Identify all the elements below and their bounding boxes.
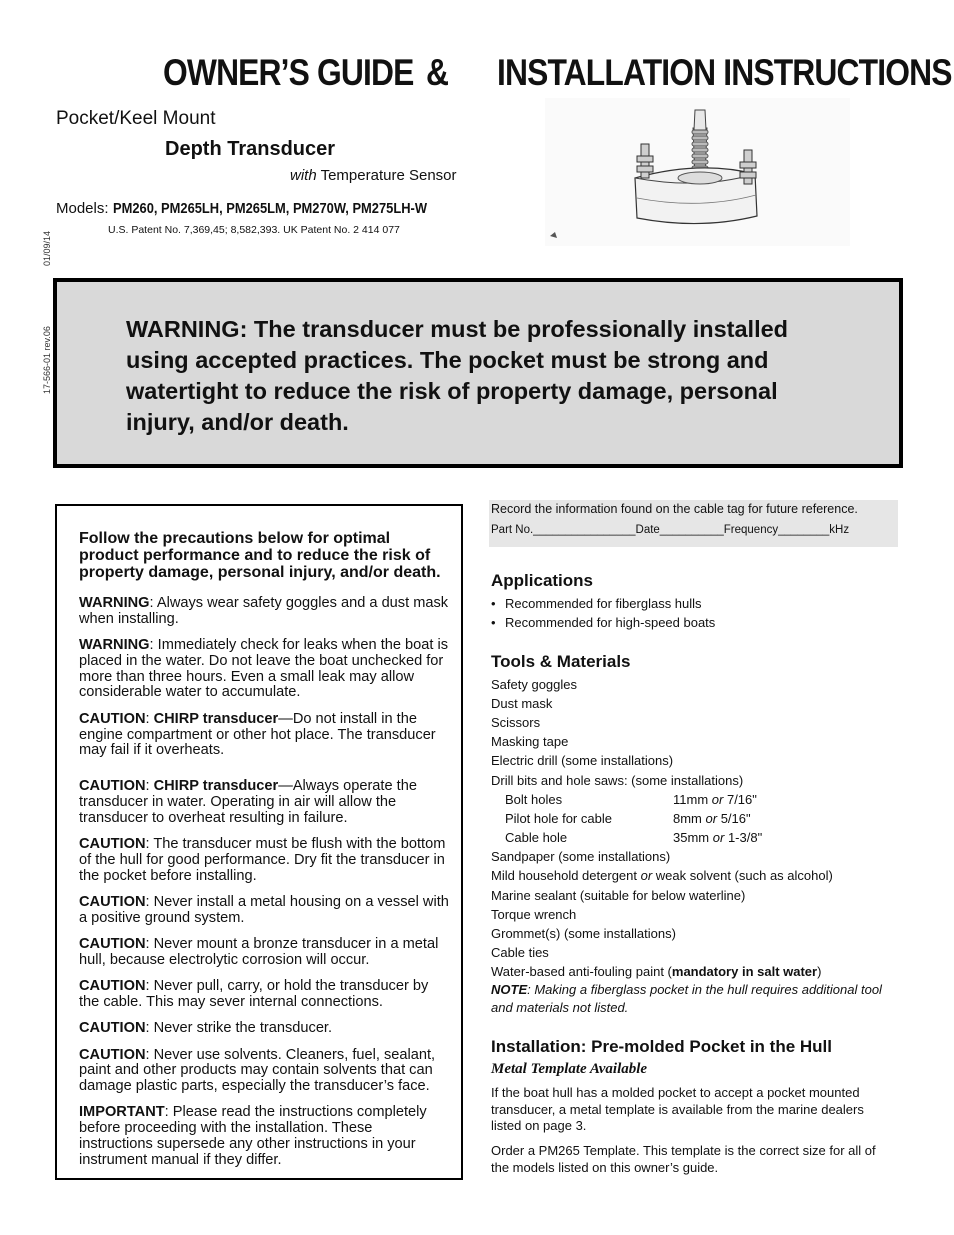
precaution-item: CAUTION: Never strike the transducer.	[79, 1020, 333, 1037]
precautions-list	[79, 596, 449, 1169]
tool-item: Dust mask	[491, 696, 553, 711]
precaution-item: IMPORTANT: Please read the instructions completely before proceeding with the installation. These instructions supersede any other instructions in your instrument manual if they differ.	[79, 1104, 427, 1168]
drill-row-name: Bolt holes	[505, 792, 563, 807]
installation-paragraph: Order a PM265 Template. This template is the correct size for all of the models listed on this owner’s guide.	[491, 1143, 876, 1175]
page-title	[0, 52, 954, 102]
drill-row-name: Cable hole	[505, 830, 568, 845]
tool-item: Marine sealant (suitable for below waterline)	[491, 888, 746, 903]
transducer-illustration	[545, 98, 850, 246]
subtitle-with: with	[290, 167, 317, 184]
side-date: 01/09/14	[42, 230, 52, 266]
precautions-box	[55, 504, 463, 1180]
precaution-item: CAUTION: CHIRP transducer—Always operate the transducer in water. Operating in air will allow the transducer to overheat resulting in failure.	[79, 778, 417, 826]
drill-row-size: 35mm or 1-3/8"	[673, 830, 763, 845]
installation-heading: Installation: Pre-molded Pocket in the Hull	[491, 1037, 832, 1056]
precaution-item: CAUTION: Never use solvents. Cleaners, fuel, sealant, paint and other products may contain solvents that can damage plastic parts, especially the transducer’s face.	[79, 1046, 436, 1095]
tools-heading: Tools & Materials	[491, 652, 631, 671]
subtitle-product: Depth Transducer	[165, 138, 336, 160]
installation-subheading: Metal Template Available	[491, 1061, 648, 1077]
tool-item: Masking tape	[491, 734, 569, 749]
precaution-item: WARNING: Always wear safety goggles and a dust mask when installing.	[79, 595, 449, 627]
precaution-item: CAUTION: CHIRP transducer—Do not install in the engine compartment or other hot place. The transducer may fail if it overheats.	[79, 710, 436, 759]
tool-item: Sandpaper (some installations)	[491, 849, 671, 864]
subtitle-mount: Pocket/Keel Mount	[56, 108, 216, 129]
list-item: • Recommended for fiberglass hulls	[491, 596, 702, 611]
warning-box	[53, 278, 903, 468]
list-item: • Recommended for high-speed boats	[491, 615, 716, 630]
precaution-item: CAUTION: Never install a metal housing on a vessel with a positive ground system.	[79, 893, 449, 926]
tool-item: Mild household detergent or weak solvent (such as alcohol)	[491, 868, 833, 883]
drill-row-size: 11mm or 7/16"	[673, 792, 757, 807]
models-line	[56, 200, 478, 217]
tool-item: Safety goggles	[491, 677, 578, 692]
applications-heading: Applications	[491, 571, 594, 590]
models-list: PM260, PM265LH, PM265LM, PM270W, PM275LH-W	[112, 200, 427, 217]
record-instruction: Record the information found on the cable tag for future reference.	[491, 502, 858, 516]
tool-item: Electric drill (some installations)	[491, 753, 674, 768]
precaution-item: WARNING: Immediately check for leaks when the boat is placed in the water. Do not leave the boat unchecked for more than three hours. Even a small leak may allow considerable water to accumulate.	[79, 637, 449, 701]
precaution-item: CAUTION: Never mount a bronze transducer in a metal hull, because electrolytic corrosion will occur.	[79, 936, 439, 968]
tool-item: Cable ties	[491, 945, 549, 960]
record-fields: Part No.________________Date__________Frequency________kHz	[491, 524, 850, 536]
title-ampersand: &	[426, 52, 449, 93]
tool-item: Torque wrench	[491, 907, 577, 922]
models-label: Models:	[56, 200, 109, 217]
patent-line: U.S. Patent No. 7,369,45; 8,582,393. UK Patent No. 2 414 077	[108, 224, 400, 236]
side-doc-number: 17-566-01 rev.06	[42, 326, 52, 394]
subtitle-sensor	[290, 167, 457, 184]
tool-item: Drill bits and hole saws: (some installations)	[491, 773, 744, 788]
installation-paragraph: If the boat hull has a molded pocket to accept a pocket mounted transducer, a metal template is available from the marine dealers listed on page 3.	[491, 1085, 864, 1133]
tool-item: Grommet(s) (some installations)	[491, 926, 676, 941]
precaution-item: CAUTION: Never pull, carry, or hold the transducer by the cable. This may sever internal connections.	[79, 978, 429, 1010]
title-owners-guide: OWNER’S GUIDE	[163, 52, 414, 93]
precautions-intro: Follow the precautions below for optimal product performance and to reduce the risk of property damage, personal injury, and/or death.	[79, 530, 441, 581]
precaution-item: CAUTION: The transducer must be flush with the bottom of the hull for good performance. Dry fit the transducer in the pocket before installing.	[79, 836, 446, 884]
tools-note: NOTE: Making a fiberglass pocket in the hull requires additional tool and materials not listed.	[491, 982, 882, 1015]
tool-item: Scissors	[491, 715, 541, 730]
drill-row-size: 8mm or 5/16"	[673, 811, 751, 826]
warning-text: WARNING: The transducer must be professionally installed using accepted practices. The pocket must be strong and watertight to reduce the risk of property damage, personal injury, and/or death.	[126, 316, 789, 435]
drill-row-name: Pilot hole for cable	[505, 811, 612, 826]
tool-item: Water-based anti-fouling paint (mandatory in salt water)	[491, 964, 822, 979]
title-installation-instructions: INSTALLATION INSTRUCTIONS	[497, 52, 952, 93]
subtitle-sensor-text: Temperature Sensor	[320, 167, 457, 184]
cable-tag-record	[489, 500, 898, 547]
